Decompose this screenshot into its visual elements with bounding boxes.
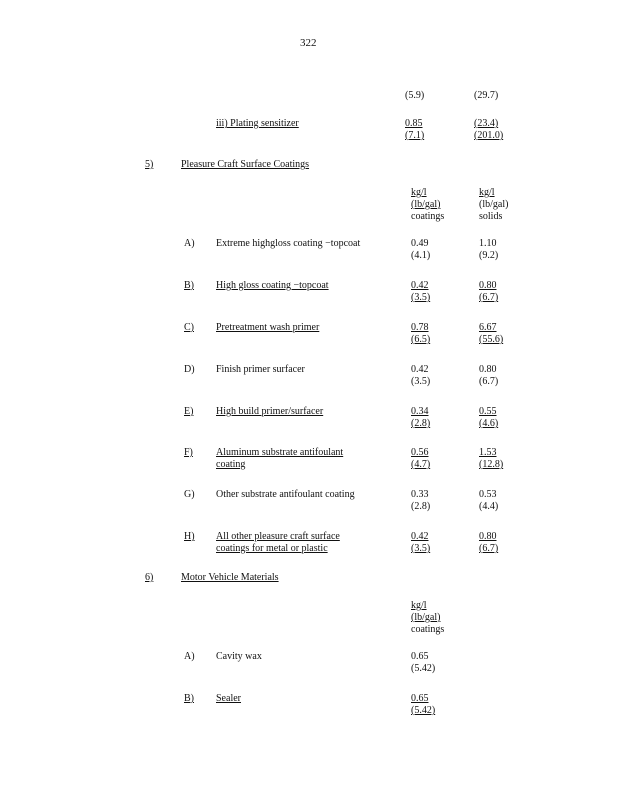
value-line: (4.6) [479, 418, 499, 429]
page-number: 322 [300, 37, 317, 49]
value-solids [479, 238, 498, 262]
item-letter: E) [184, 406, 194, 417]
header-line: (lb/gal) [411, 612, 441, 623]
section-title: Motor Vehicle Materials [181, 572, 279, 583]
value-solids [479, 489, 498, 513]
label-line: coatings for metal or plastic [216, 543, 328, 554]
item-label [216, 693, 241, 705]
label-line: Cavity wax [216, 651, 262, 662]
value-coatings [411, 238, 430, 262]
value-line: 0.65 [411, 693, 429, 704]
value-line: (2.8) [411, 501, 431, 512]
value-line: 1.53 [479, 447, 497, 458]
value-line: (6.7) [479, 292, 499, 303]
value-line: (5.42) [411, 705, 436, 716]
row-label-plating-sensitizer: iii) Plating sensitizer [216, 118, 299, 129]
value-line: 0.80 [479, 364, 497, 375]
value-line: (4.1) [411, 250, 431, 261]
value-solids [474, 118, 503, 142]
column-header-coatings [411, 600, 444, 636]
value-line: (4.7) [411, 459, 431, 470]
value-solids [479, 322, 503, 346]
value-line: (6.5) [411, 334, 431, 345]
value-line: 0.80 [479, 531, 497, 542]
item-letter: C) [184, 322, 194, 333]
header-line: solids [479, 211, 503, 222]
label-line: Aluminum substrate antifoulant [216, 447, 344, 458]
label-line: High gloss coating −topcoat [216, 280, 329, 291]
label-line: All other pleasure craft surface [216, 531, 340, 542]
item-label [216, 406, 323, 418]
value-line: 0.65 [411, 651, 429, 662]
header-line: (lb/gal) [479, 199, 509, 210]
item-label [216, 322, 319, 334]
label-line: Finish primer surfacer [216, 364, 305, 375]
value-line: 0.85 [405, 118, 423, 129]
label-line: High build primer/surfacer [216, 406, 324, 417]
header-line: coatings [411, 624, 445, 635]
value-solids: (29.7) [474, 90, 499, 101]
value-line: (3.5) [411, 376, 431, 387]
value-solids [479, 531, 498, 555]
value-line: (6.7) [479, 376, 499, 387]
value-coatings [411, 693, 435, 717]
value-coatings: (5.9) [405, 90, 425, 101]
value-line: (12.8) [479, 459, 504, 470]
value-coatings [411, 447, 430, 471]
section-number: 5) [145, 159, 154, 170]
item-letter: H) [184, 531, 195, 542]
value-coatings [411, 406, 430, 430]
value-line: (23.4) [474, 118, 499, 129]
header-line: coatings [411, 211, 445, 222]
value-solids [479, 406, 498, 430]
header-line: kg/l [479, 187, 495, 198]
value-coatings [411, 531, 430, 555]
value-line: 0.42 [411, 364, 429, 375]
value-line: 1.10 [479, 238, 497, 249]
item-letter: B) [184, 693, 194, 704]
label-line: Pretreatment wash primer [216, 322, 320, 333]
value-line: 0.80 [479, 280, 497, 291]
value-line: (55.6) [479, 334, 504, 345]
value-coatings [411, 489, 430, 513]
value-line: (9.2) [479, 250, 499, 261]
section-title: Pleasure Craft Surface Coatings [181, 159, 310, 170]
item-letter: B) [184, 280, 194, 291]
value-line: (3.5) [411, 292, 431, 303]
value-line: 0.55 [479, 406, 497, 417]
item-label [216, 364, 305, 376]
header-line: kg/l [411, 187, 427, 198]
item-letter: F) [184, 447, 193, 458]
value-line: (2.8) [411, 418, 431, 429]
column-header-solids [479, 187, 508, 223]
value-solids [479, 447, 503, 471]
item-letter: D) [184, 364, 195, 375]
value-coatings [411, 364, 430, 388]
item-label [216, 447, 343, 471]
item-label [216, 489, 355, 501]
label-line: Sealer [216, 693, 241, 704]
value-line: 6.67 [479, 322, 497, 333]
value-line: 0.34 [411, 406, 429, 417]
value-line: 0.56 [411, 447, 429, 458]
label-line: Other substrate antifoulant coating [216, 489, 355, 500]
value-coatings [411, 280, 430, 304]
item-label [216, 651, 262, 663]
label-line: coating [216, 459, 246, 470]
item-letter: A) [184, 651, 195, 662]
value-solids [479, 364, 498, 388]
section-number: 6) [145, 572, 154, 583]
value-line: (3.5) [411, 543, 431, 554]
value-coatings [411, 651, 435, 675]
label-line: Extreme highgloss coating −topcoat [216, 238, 361, 249]
value-line: 0.33 [411, 489, 429, 500]
value-line: 0.78 [411, 322, 429, 333]
value-line: 0.49 [411, 238, 429, 249]
value-solids [479, 280, 498, 304]
header-line: (lb/gal) [411, 199, 441, 210]
item-label [216, 280, 329, 292]
value-coatings [405, 118, 424, 142]
item-label [216, 238, 360, 250]
item-letter: A) [184, 238, 195, 249]
value-line: 0.42 [411, 280, 429, 291]
value-line: (4.4) [479, 501, 499, 512]
value-line: 0.42 [411, 531, 429, 542]
value-line: (7.1) [405, 130, 425, 141]
value-line: (5.42) [411, 663, 436, 674]
value-line: (201.0) [474, 130, 504, 141]
value-line: 0.53 [479, 489, 497, 500]
value-coatings [411, 322, 430, 346]
item-label [216, 531, 340, 555]
value-line: (6.7) [479, 543, 499, 554]
column-header-coatings [411, 187, 444, 223]
header-line: kg/l [411, 600, 427, 611]
item-letter: G) [184, 489, 195, 500]
